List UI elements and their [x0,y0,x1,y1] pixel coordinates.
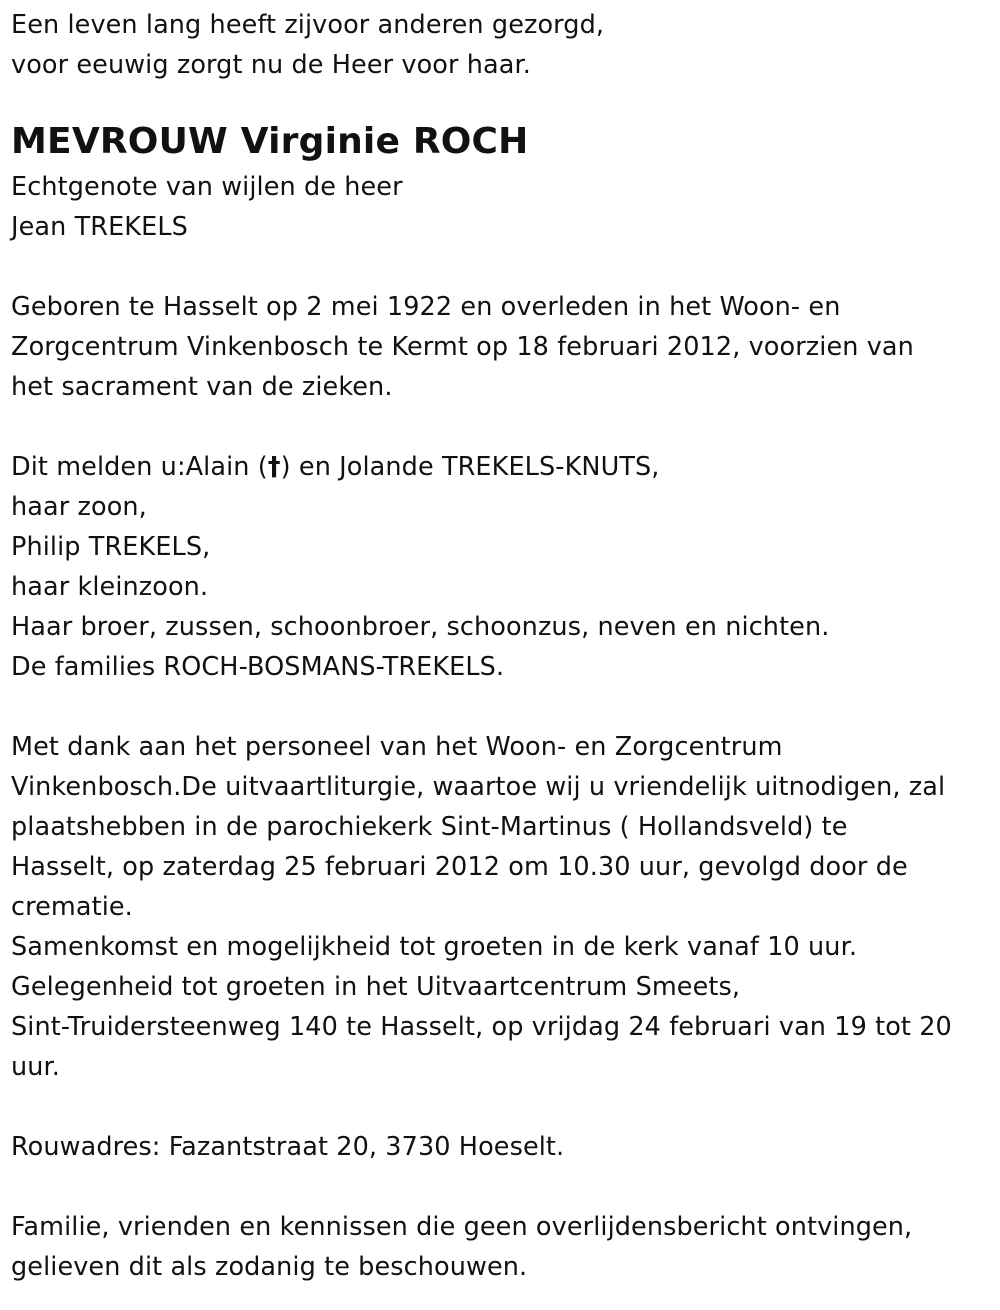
family-line-5: Haar broer, zussen, schoonbroer, schoonzus, neven en nichten. [11,612,830,642]
funeral-line-3: plaatshebben in de parochiekerk Sint-Martinus ( Hollandsveld) te [11,812,848,842]
funeral-line-1: Met dank aan het personeel van het Woon- en Zorgcentrum [11,732,783,762]
spacer [11,247,996,287]
family-line-2: haar zoon, [11,492,147,522]
closing-line-2: gelieven dit als zodanig te beschouwen. [11,1252,528,1282]
deceased-name: MEVROUW Virginie ROCH [11,121,529,162]
funeral-line-2: Vinkenbosch.De uitvaartliturgie, waartoe wij u vriendelijk uitnodigen, zal [11,772,946,802]
intro-verse [11,5,996,85]
spouse-line-2: Jean TREKELS [11,212,188,242]
family-line-1-prefix: Dit melden u:Alain ( [11,452,268,482]
funeral-line-4: Hasselt, op zaterdag 25 februari 2012 om 10.30 uur, gevolgd door de [11,852,908,882]
family-line-3: Philip TREKELS, [11,532,211,562]
birth-line-2: Zorgcentrum Vinkenbosch te Kermt op 18 februari 2012, voorzien van [11,332,914,362]
spouse-info [11,167,996,247]
mourning-address: Rouwadres: Fazantstraat 20, 3730 Hoeselt. [11,1132,565,1162]
intro-line-1: Een leven lang heeft zijvoor anderen gezorgd, [11,10,605,40]
funeral-info [11,727,996,1087]
birth-line-3: het sacrament van de zieken. [11,372,393,402]
spacer [11,1167,996,1207]
intro-line-2: voor eeuwig zorgt nu de Heer voor haar. [11,50,531,80]
closing-note [11,1207,996,1287]
family-announcement [11,447,996,687]
obituary-notice [11,5,996,1287]
dagger-icon: † [267,452,281,482]
birth-line-1: Geboren te Hasselt op 2 mei 1922 en overleden in het Woon- en [11,292,841,322]
birth-death-info [11,287,996,407]
spacer [11,1087,996,1127]
funeral-line-5: crematie. [11,892,133,922]
family-line-1 [11,447,996,487]
family-line-6: De families ROCH-BOSMANS-TREKELS. [11,652,505,682]
funeral-line-9: uur. [11,1052,60,1082]
closing-line-1: Familie, vrienden en kennissen die geen overlijdensbericht ontvingen, [11,1212,913,1242]
spacer [11,407,996,447]
spacer [11,687,996,727]
funeral-line-8: Sint-Truidersteenweg 140 te Hasselt, op vrijdag 24 februari van 19 tot 20 [11,1012,952,1042]
funeral-line-6: Samenkomst en mogelijkheid tot groeten in de kerk vanaf 10 uur. [11,932,858,962]
family-line-4: haar kleinzoon. [11,572,209,602]
funeral-line-7: Gelegenheid tot groeten in het Uitvaartcentrum Smeets, [11,972,741,1002]
family-line-1-suffix: ) en Jolande TREKELS-KNUTS, [280,452,660,482]
spouse-line-1: Echtgenote van wijlen de heer [11,172,403,202]
